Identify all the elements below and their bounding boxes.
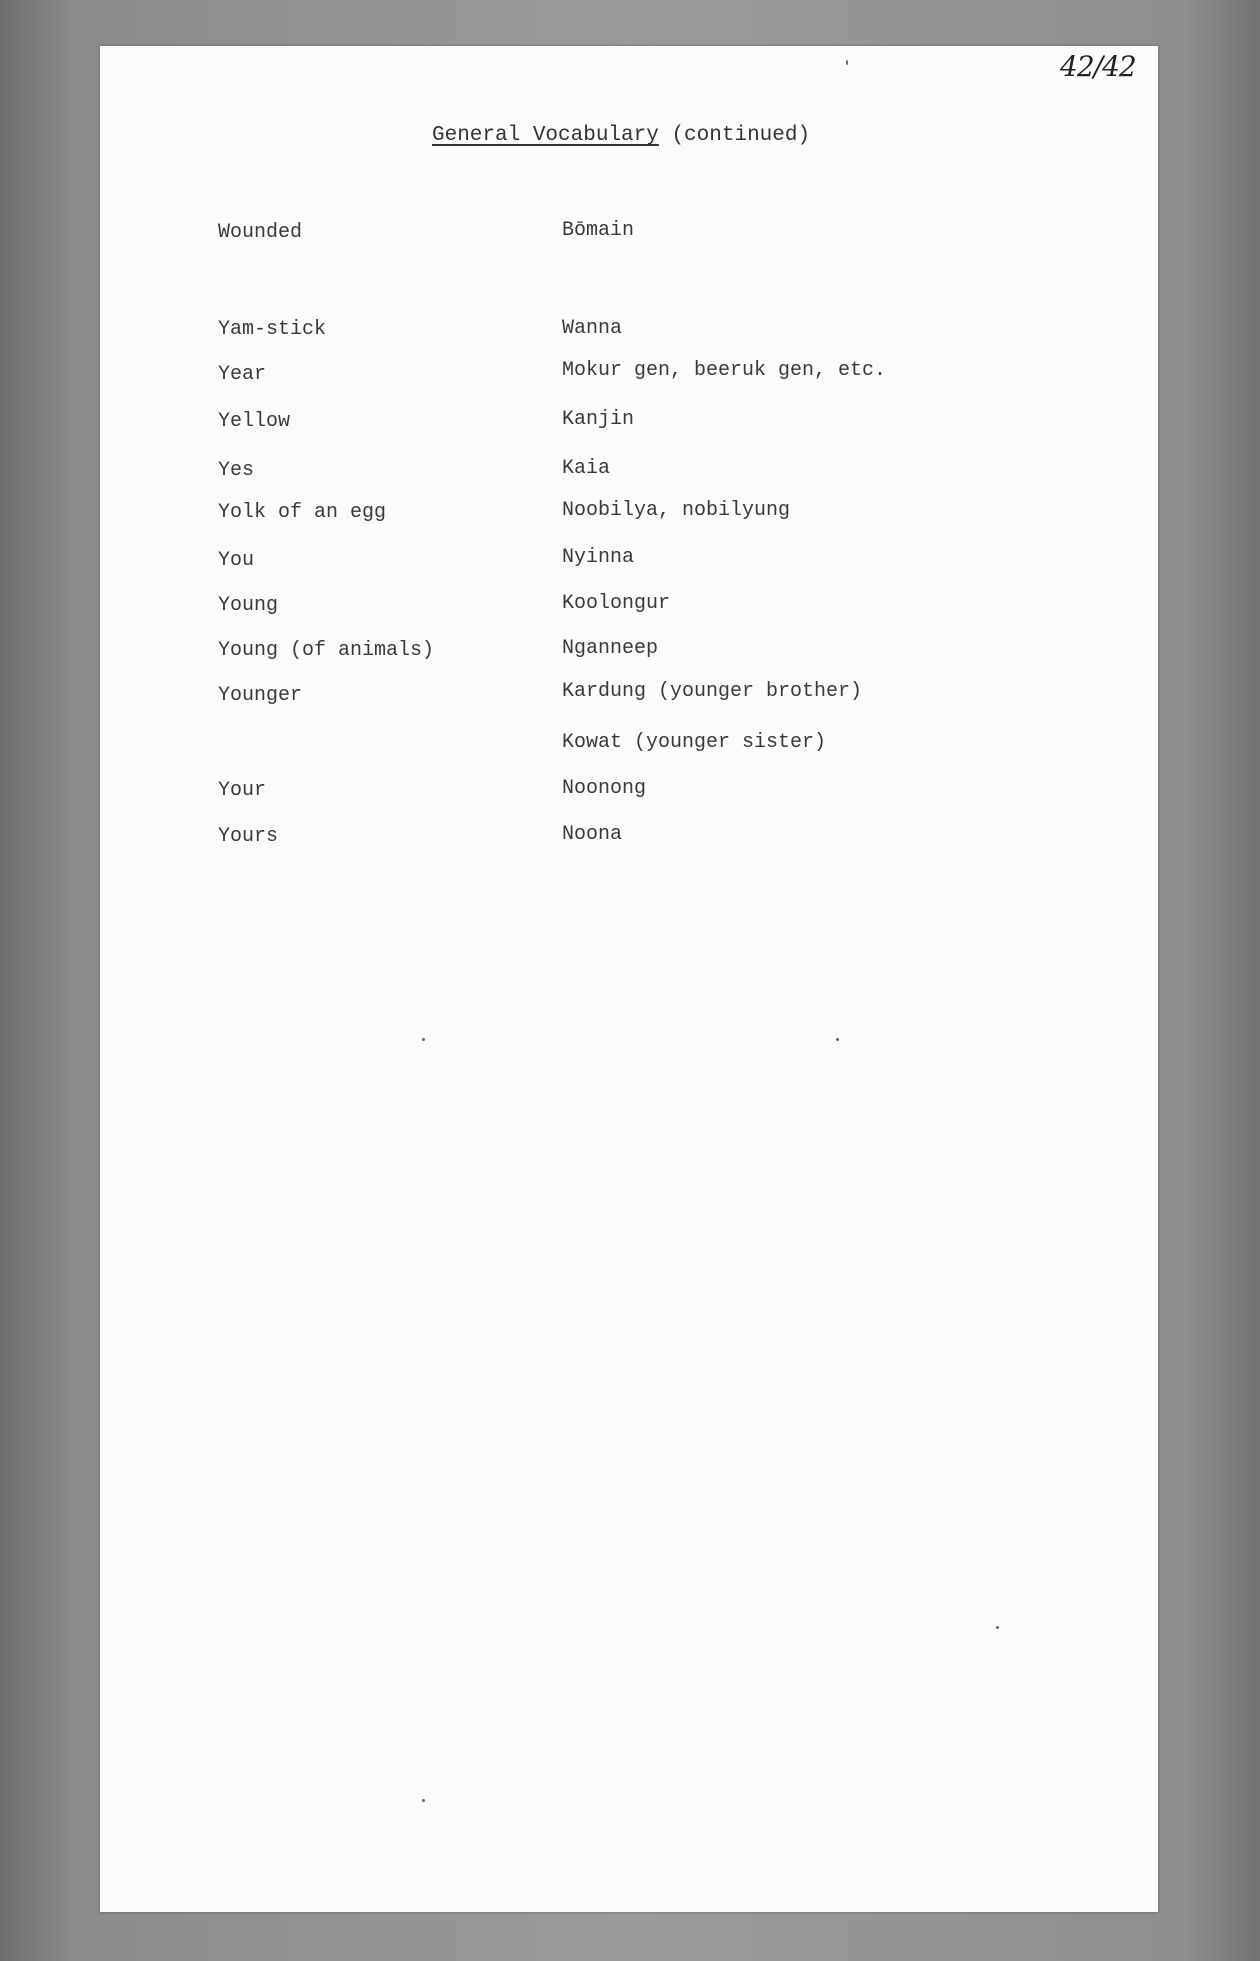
vocab-term: Year [218, 363, 267, 386]
paper-speck [836, 1038, 839, 1041]
vocab-term: Your [218, 779, 267, 802]
vocab-translation: Kardung (younger brother) [562, 680, 863, 703]
paper-speck [846, 60, 848, 65]
vocab-translation: Koolongur [562, 592, 671, 615]
vocab-translation: Kanjin [562, 408, 635, 431]
vocab-term: Younger [218, 684, 303, 707]
vocab-translation: Bōmain [562, 219, 635, 242]
vocab-translation: Nyinna [562, 546, 635, 569]
paper-speck [422, 1038, 425, 1041]
vocab-term: Yam-stick [218, 318, 327, 341]
vocab-translation: Noonong [562, 777, 647, 800]
vocab-translation: Mokur gen, beeruk gen, etc. [562, 359, 887, 382]
vocab-term: Young (of animals) [218, 639, 435, 662]
vocab-translation: Noobilya, nobilyung [562, 499, 791, 522]
title-main: General Vocabulary [432, 124, 659, 147]
page-title [432, 124, 810, 147]
paper-speck [422, 1799, 425, 1802]
vocab-term: Yes [218, 459, 255, 482]
vocab-translation: Kaia [562, 457, 611, 480]
vocab-term: Wounded [218, 221, 303, 244]
vocab-translation: Kowat (younger sister) [562, 731, 827, 754]
vocab-term: You [218, 549, 255, 572]
title-continued: (continued) [671, 124, 811, 147]
vocab-term: Yolk of an egg [218, 501, 387, 524]
vocab-translation: Wanna [562, 317, 623, 340]
vocab-term: Yellow [218, 410, 291, 433]
vocab-term: Young [218, 594, 279, 617]
vocab-translation: Noona [562, 823, 623, 846]
vocab-translation: Nganneep [562, 637, 659, 660]
paper-speck [996, 1626, 999, 1629]
vocab-term: Yours [218, 825, 279, 848]
page-number: 42/42 [1060, 50, 1136, 83]
